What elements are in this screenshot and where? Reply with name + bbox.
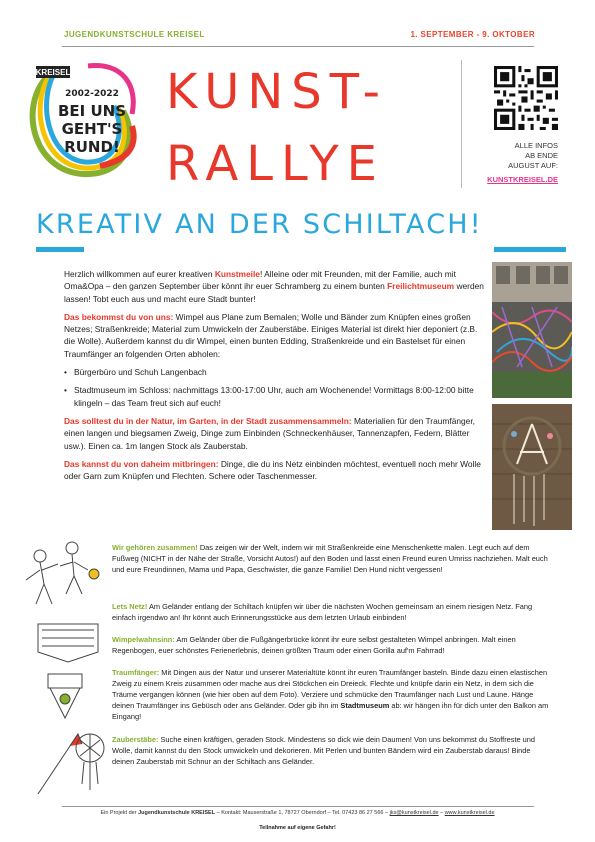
dreamcatcher-photo bbox=[492, 404, 572, 530]
activity-text: Mit Dingen aus der Natur und unserer Materialtüte könnt ihr euren Traumfänger basteln. Binde dazu einen elastischen Zweig zu einem Kreis zusammen oder mache aus drei Stöckchen ein Dreieck. Flechte und knüpfe darin ein Netz, in dem sich die Träume vergangen können (wie hier oben auf dem Foto). Verziere und schmücke den Traumfänger nach Lust und Laune. Hänge deinen Traumfänger ins Gebüsch oder ans Geländer. Oder gib ihn im bbox=[112, 668, 548, 710]
activity-heading: Lets Netz! bbox=[112, 602, 148, 611]
info-line1: ALLE INFOS bbox=[514, 141, 558, 150]
logo-line1: BEI UNS bbox=[57, 102, 127, 120]
materials-text: Wimpel aus Plane zum Bemalen; Wolle und Bänder zum Knüpfen eines großen Netzes; Straßenkreide; Material zum Umwickeln der Zauberstäbe. Einiges Material ist direkt hier deponiert (z.B. die Wolle). Außerdem kannst du dir Wimpel, einen bunten Edding, Straßenkreide und ein Bastelset für einen Traumfänger an folgenden Orten abholen: bbox=[64, 311, 478, 359]
info-line3: AUGUST AUF: bbox=[508, 161, 558, 170]
info-line2: AB ENDE bbox=[525, 151, 558, 160]
footer-separator: – bbox=[438, 810, 445, 816]
collect-paragraph bbox=[64, 415, 488, 452]
activity-zauberstaebe bbox=[112, 734, 552, 767]
logo-years: 2002-2022 bbox=[65, 89, 119, 99]
pickup-bullet-1: • Bürgerbüro und Schuh Langenbach bbox=[64, 366, 488, 378]
net-photo bbox=[492, 262, 572, 398]
intro-text-a: Herzlich willkommen auf eurer kreativen bbox=[64, 269, 215, 279]
qr-code-icon[interactable] bbox=[494, 66, 558, 130]
logo-badge-text: KREISEL bbox=[35, 68, 71, 77]
collect-text: Materialien für den Traumfänger, einen langen und biegsamen Zweig, Dinge zum Einbinden (Schneckenhäuser, Tannenzapfen, Federn, Blätter usw.). Einen ca. 1m langen Stock als Zauberstab. bbox=[64, 415, 475, 451]
logo-line3: RUND! bbox=[64, 138, 120, 156]
activity-traumfaenger bbox=[112, 667, 552, 722]
footer-disclaimer: Teilnahme auf eigene Gefahr! bbox=[259, 825, 336, 831]
activity-sketches bbox=[18, 534, 110, 802]
freilichtmuseum-highlight: Freilichtmuseum bbox=[387, 281, 455, 292]
subtitle-accent-right bbox=[494, 247, 566, 252]
activity-text: Das zeigen wir der Welt, indem wir mit Straßenkreide eine Menschenkette malen. Legt euch auf dem Fußweg (NICHT in der Nähe der Straße, Vorsicht Autos!) auf den Boden und lasst einen Freund euren Umriss nachziehen. Malt euch und eure Freundinnen, Mama und Papa, Geschwister, die ganze Familie! Den Hund nicht vergessen! bbox=[112, 543, 548, 574]
activity-text: Am Geländer über die Fußgängerbrücke könnt ihr eure selbst gestalteten Wimpel anbringen. Malt einen Regenbogen, euer schönstes Ferienerlebnis, deinen größten Traum oder einen Gorilla auf'm Fahrrad! bbox=[112, 635, 516, 655]
logo-line2: GEHT'S bbox=[61, 120, 123, 138]
main-title-line1: KUNST- bbox=[166, 64, 388, 120]
intro-text-b: ! Alleine oder mit Freunden, mit der Familie, auch mit Oma&Opa – den ganzen September über könnt ihr euer Schramberg zu einem bunten bbox=[64, 269, 456, 292]
collect-heading: Das solltest du in der Natur, im Garten, in der Stadt zusammensammeln: bbox=[64, 415, 352, 426]
kunstmeile-highlight: Kunstmeile bbox=[214, 269, 260, 279]
stadtmuseum-bold: Stadtmuseum bbox=[340, 701, 390, 710]
website-link[interactable]: KUNSTKREISEL.DE bbox=[487, 175, 558, 184]
intro-paragraph bbox=[64, 268, 488, 305]
bring-heading: Das kannst du von daheim mitbringen: bbox=[64, 458, 219, 469]
activity-heading: Traumfänger: bbox=[112, 668, 160, 677]
activity-heading: Wir gehören zusammen! bbox=[112, 543, 198, 552]
footer-pre: Ein Projekt der bbox=[100, 810, 139, 816]
info-text bbox=[458, 141, 558, 171]
subtitle: KREATIV AN DER SCHILTACH! bbox=[36, 209, 483, 240]
footer-contact-text: – Kontakt: Mauserstraße 1, 78727 Oberndorf – Tel. 07423 86 27 566 – bbox=[215, 810, 390, 816]
activity-wimpel bbox=[112, 634, 552, 656]
date-range: 1. SEPTEMBER - 9. OKTOBER bbox=[410, 30, 535, 39]
subtitle-accent-left bbox=[36, 247, 84, 252]
activity-text-2: ab: wir hängen ihn für dich unter den Balkon am Eingang! bbox=[112, 701, 549, 721]
footer-web-link[interactable]: www.kunstkreisel.de bbox=[444, 810, 495, 816]
intro-text-c: werden lassen! Tobt euch aus und macht eure Stadt bunter! bbox=[64, 281, 484, 304]
bring-paragraph bbox=[64, 458, 488, 483]
organization-name: JUGENDKUNSTSCHULE KREISEL bbox=[64, 30, 205, 39]
activity-menschenkette bbox=[112, 542, 552, 575]
materials-paragraph bbox=[64, 311, 488, 360]
bring-text: Dinge, die du ins Netz einbinden möchtest, eventuell noch mehr Wolle oder Garn zum Knüpfen und Flechten. Schere oder Taschenmesser. bbox=[64, 458, 481, 482]
footer-divider bbox=[62, 806, 534, 807]
materials-heading: Das bekommst du von uns: bbox=[64, 311, 174, 322]
activity-heading: Zauberstäbe: bbox=[112, 735, 159, 744]
activity-text: Suche einen kräftigen, geraden Stock. Mindestens so dick wie dein Daumen! Von uns bekommst du Stoffreste und Wolle, damit kannst du den Stock umwickeln und dekorieren. Mit Perlen und bunten Bändern wird ein Zauberstab daraus! Binde deinen Zauberstab mit Schnur an der Schiltach ans Geländer. bbox=[112, 735, 536, 766]
footer-contact bbox=[0, 810, 595, 816]
anniversary-logo bbox=[28, 56, 140, 186]
pickup-bullet-2: • Stadtmuseum im Schloss: nachmittags 13:00-17:00 Uhr, auch am Wochenende! Vormittags 8:00-12:00 bitte klingeln – das Team freut sich auf euch! bbox=[64, 384, 488, 409]
main-title-line2: RALLYE bbox=[166, 136, 385, 192]
footer-email-link[interactable]: jks@kunstkreisel.de bbox=[389, 810, 439, 816]
footer-org: Jugendkunstschule KREISEL bbox=[138, 810, 216, 816]
activity-heading: Wimpelwahnsinn: bbox=[112, 635, 175, 644]
activity-netz bbox=[112, 601, 552, 623]
intro-section bbox=[64, 268, 488, 488]
header-divider bbox=[62, 46, 534, 47]
activity-text: Am Geländer entlang der Schiltach knüpfen wir über die nächsten Wochen gemeinsam an einem riesigen Netz. Fang einfach irgendwo an! Ihr könnt auch Erinnerungsstücke aus dem letzten Urlaub einbinden! bbox=[112, 602, 533, 622]
